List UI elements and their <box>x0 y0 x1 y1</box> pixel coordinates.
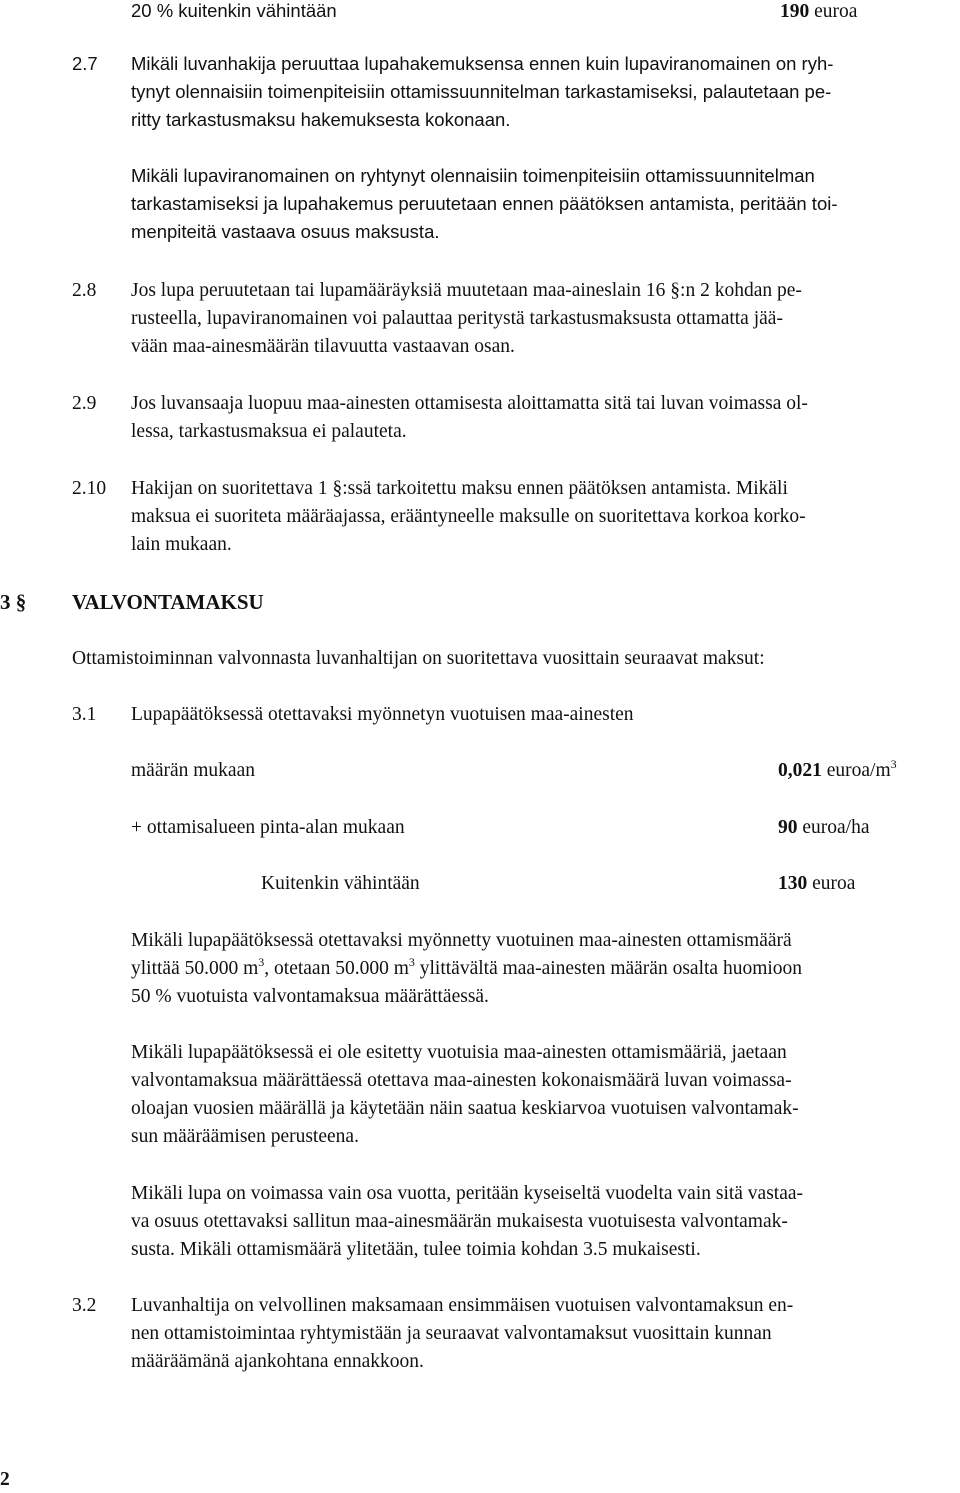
paragraph-line: maksua ei suoriteta määräajassa, erääntyneelle maksulle on suoritettava korkoa korko- <box>131 506 806 527</box>
paragraph-line: lain mukaan. <box>131 534 232 555</box>
paragraph-line: 50 % vuotuista valvontamaksua määrättäessä. <box>131 986 489 1007</box>
section-intro: Ottamistoiminnan valvonnasta luvanhaltijan on suoritettava vuosittain seuraavat maksut: <box>72 648 765 669</box>
fee-label: Kuitenkin vähintään <box>261 873 420 894</box>
section-title: VALVONTAMAKSU <box>72 590 264 614</box>
item-number-2-9: 2.9 <box>72 393 97 414</box>
paragraph-line: menpiteitä vastaava osuus maksusta. <box>131 221 440 242</box>
paragraph-line: sun määräämisen perusteena. <box>131 1126 359 1147</box>
paragraph-line: Mikäli lupapäätöksessä otettavaksi myönnetty vuotuinen maa-ainesten ottamismäärä <box>131 930 792 951</box>
paragraph-line: rusteella, lupaviranomainen voi palauttaa peritystä tarkastusmaksusta ottamatta jää- <box>131 308 783 329</box>
item-number-3-2: 3.2 <box>72 1295 97 1316</box>
paragraph-line: Mikäli lupapäätöksessä ei ole esitetty vuotuisia maa-ainesten ottamismääriä, jaetaan <box>131 1042 787 1063</box>
paragraph-line: tynyt olennaisiin toimenpiteisiin ottamissuunnitelman tarkastamiseksi, palautetaan pe- <box>131 81 832 102</box>
paragraph-line: ylittää 50.000 $m^3$, otetaan 50.000 $m^3$ ylittävältä maa-ainesten määrän osalta huomioon <box>131 955 803 979</box>
paragraph-line: Mikäli luvanhakija peruuttaa lupahakemuksensa ennen kuin lupaviranomainen on ryh- <box>131 53 834 74</box>
paragraph-line: nen ottamistoimintaa ryhtymistään ja seuraavat valvontamaksut vuosittain kunnan <box>131 1323 772 1344</box>
fee-label: määrän mukaan <box>131 760 255 781</box>
paragraph-line: Luvanhaltija on velvollinen maksamaan ensimmäisen vuotuisen valvontamaksun en- <box>131 1295 794 1316</box>
fee-amount: 90 euroa/ha <box>778 817 870 838</box>
paragraph-line: vään maa-ainesmäärän tilavuutta vastaavan osan. <box>131 336 515 357</box>
paragraph-line: susta. Mikäli ottamismäärä ylitetään, tulee toimia kohdan 3.5 mukaisesti. <box>131 1239 701 1260</box>
page-number: 2 <box>0 1469 10 1490</box>
fee-label: + ottamisalueen pinta-alan mukaan <box>131 817 405 838</box>
top-row-amount: 190 euroa <box>780 1 858 22</box>
item-number-3-1: 3.1 <box>72 704 97 725</box>
paragraph-line: Hakijan on suoritettava 1 §:ssä tarkoitettu maksu ennen päätöksen antamista. Mikäli <box>131 478 788 499</box>
paragraph-line: lessa, tarkastusmaksua ei palauteta. <box>131 421 407 442</box>
fee-heading: Lupapäätöksessä otettavaksi myönnetyn vuotuisen maa-ainesten <box>131 704 634 725</box>
paragraph-line: Jos lupa peruutetaan tai lupamääräyksiä muutetaan maa-aineslain 16 §:n 2 kohdan pe- <box>131 280 802 301</box>
section-number: 3 § <box>0 590 27 614</box>
top-row-label: 20 % kuitenkin vähintään <box>131 0 337 21</box>
item-number-2-7: 2.7 <box>72 53 98 74</box>
paragraph-line: Mikäli lupa on voimassa vain osa vuotta, peritään kyseiseltä vuodelta vain sitä vastaa- <box>131 1183 804 1204</box>
paragraph-line: tarkastamiseksi ja lupahakemus peruutetaan ennen päätöksen antamista, peritään toi- <box>131 193 838 214</box>
item-number-2-10: 2.10 <box>72 478 107 499</box>
paragraph-line: ritty tarkastusmaksu hakemuksesta kokonaan. <box>131 109 511 130</box>
paragraph-line: Mikäli lupaviranomainen on ryhtynyt olennaisiin toimenpiteisiin ottamissuunnitelman <box>131 165 815 186</box>
paragraph-line: valvontamaksua määrättäessä otettava maa-ainesten kokonaismäärä luvan voimassa- <box>131 1070 792 1091</box>
item-number-2-8: 2.8 <box>72 280 97 301</box>
paragraph-line: oloajan vuosien määrällä ja käytetään näin saatua keskiarvoa vuotuisen valvontamak- <box>131 1098 799 1119</box>
fee-amount: 130 euroa <box>778 873 856 894</box>
paragraph-line: va osuus otettavaksi sallitun maa-ainesmäärän mukaisesta vuotuisesta valvontamak- <box>131 1211 788 1232</box>
fee-amount: 0,021 euroa/$m^3$ <box>778 757 897 781</box>
paragraph-line: määräämänä ajankohtana ennakkoon. <box>131 1351 424 1372</box>
paragraph-line: Jos luvansaaja luopuu maa-ainesten ottamisesta aloittamatta sitä tai luvan voimassa ol- <box>131 393 808 414</box>
